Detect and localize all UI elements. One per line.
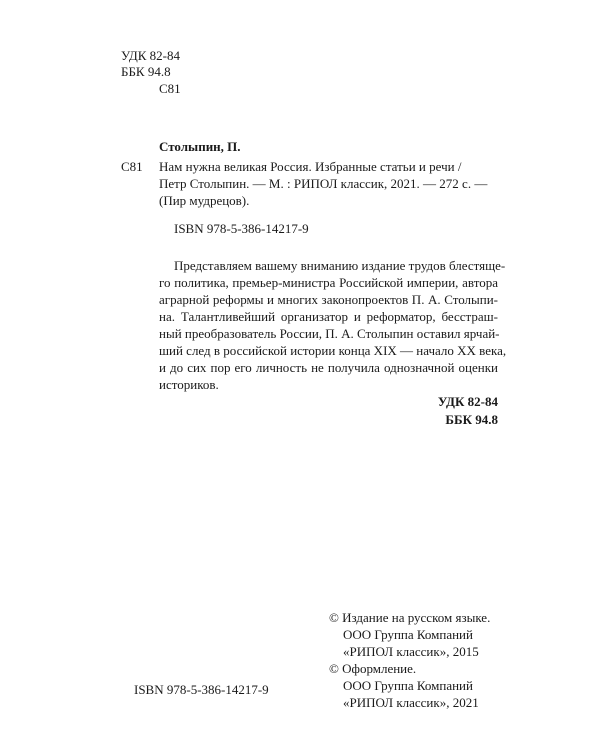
author-heading: Столыпин, П. xyxy=(159,139,241,154)
bibliographic-description xyxy=(159,159,499,210)
biblio-line: Петр Столыпин. — М. : РИПОЛ классик, 2021. — 272 с. — xyxy=(159,176,488,191)
side-author-mark: С81 xyxy=(121,159,143,174)
author-mark: С81 xyxy=(159,81,181,96)
copyright-line: © Издание на русском языке. xyxy=(329,610,491,625)
biblio-line: (Пир мудрецов). xyxy=(159,193,250,208)
annotation-line: на. Талантливейший организатор и реформатор, бесстраш- xyxy=(159,309,498,324)
copyright-line: ООО Группа Компаний xyxy=(343,627,473,642)
bbk-code-bottom: ББК 94.8 xyxy=(445,412,498,427)
copyright-block xyxy=(329,610,490,712)
bottom-classification-codes xyxy=(438,394,498,430)
copyright-line: «РИПОЛ классик», 2021 xyxy=(343,695,479,710)
bbk-code: ББК 94.8 xyxy=(121,64,171,79)
isbn-record: ISBN 978-5-386-14217-9 xyxy=(174,221,309,236)
top-classification-codes xyxy=(121,48,180,80)
copyright-line: ООО Группа Компаний xyxy=(343,678,473,693)
annotation-line: го политика, премьер-министра Российской империи, автора xyxy=(159,275,498,290)
annotation-line: ный преобразователь России, П. А. Столыпин оставил ярчай- xyxy=(159,326,500,341)
annotation-line: ший след в российской истории конца XIX — начало XX века, xyxy=(159,343,507,358)
isbn-bottom: ISBN 978-5-386-14217-9 xyxy=(134,682,269,697)
annotation-line: аграрной реформы и многих законопроектов П. А. Столыпи- xyxy=(159,292,498,307)
annotation-line: Представляем вашему вниманию издание трудов блестяще- xyxy=(174,258,506,273)
udk-code-bottom: УДК 82-84 xyxy=(437,394,498,409)
copyright-line: «РИПОЛ классик», 2015 xyxy=(343,644,479,659)
udk-code: УДК 82-84 xyxy=(121,48,181,63)
annotation-line: и до сих пор его личность не получила однозначной оценки xyxy=(159,360,498,375)
copyright-line: © Оформление. xyxy=(329,661,417,676)
annotation-paragraph xyxy=(159,258,507,394)
biblio-line: Нам нужна великая Россия. Избранные статьи и речи / xyxy=(159,159,462,174)
annotation-line: историков. xyxy=(159,377,219,392)
